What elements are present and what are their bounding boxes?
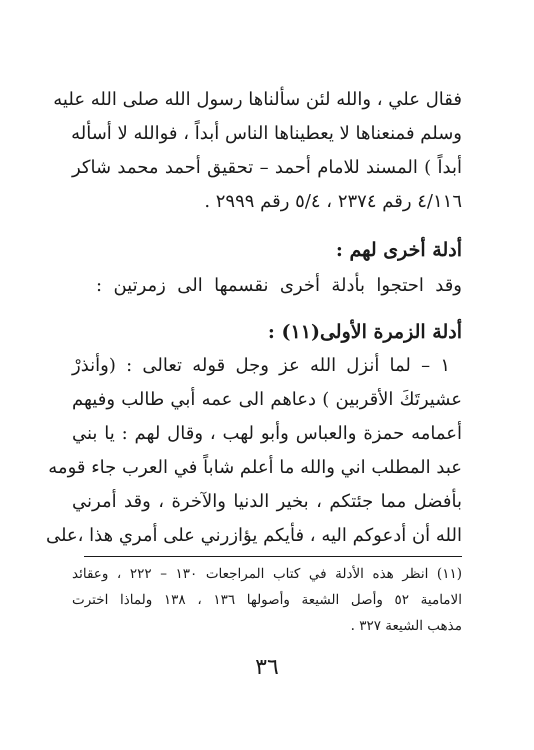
paragraph-2-line-1: ١ – لما أنزل الله عز وجل قوله تعالى : (وأنذرْ (72, 355, 450, 376)
page-number: ٣٦ (255, 655, 279, 680)
footnote-line-1: (١١) انظر هذه الأدلة في كتاب المراجعات ١٣٠ – ٢٢٢ ، وعقائد (72, 566, 462, 582)
paragraph-1-line-1: فقال علي ، والله لئن سألناها رسول الله صلى الله عليه (53, 89, 462, 110)
section-heading-first-group: أدلة الزمرة الأولى(١١) : (267, 321, 462, 343)
intro-line: وقد احتجوا بأدلة أخرى نقسمها الى زمرتين : (96, 275, 462, 296)
paragraph-2-line-3: أعمامه حمزة والعباس وأبو لهب ، وقال لهم : يا بني (72, 423, 462, 444)
paragraph-1-line-2: وسلم فمنعناها لا يعطيناها الناس أبداً ، فوالله لا أسأله (71, 123, 462, 144)
paragraph-2-line-6: الله أن أدعوكم اليه ، فأيكم يؤازرني على أمري هذا ،على (45, 525, 462, 546)
footnote-divider (84, 556, 462, 557)
paragraph-2-line-2: عشيرتَكَ الأقربين ) دعاهم الى عمه أبي طالب وفيهم (72, 389, 462, 410)
paragraph-1-line-4: ٤/١١٦ رقم ٢٣٧٤ ، ٥/٤ رقم ٢٩٩٩ . (204, 191, 462, 212)
paragraph-1-line-3: أبداً ) المسند للامام أحمد – تحقيق أحمد محمد شاكر (72, 157, 462, 178)
paragraph-2-line-5: بأفضل مما جئتكم ، بخير الدنيا والآخرة ، وقد أمرني (72, 491, 462, 512)
section-heading-other-evidence: أدلة أخرى لهم : (335, 239, 462, 261)
footnote-line-2: الامامية ٥٢ وأصل الشيعة وأصولها ١٣٦ ، ١٣٨ ولماذا اخترت (72, 592, 462, 608)
footnote-line-3: مذهب الشيعة ٣٢٧ . (350, 618, 462, 634)
paragraph-2-line-4: عبد المطلب اني والله ما أعلم شاباً في العرب جاء قومه (48, 457, 462, 478)
